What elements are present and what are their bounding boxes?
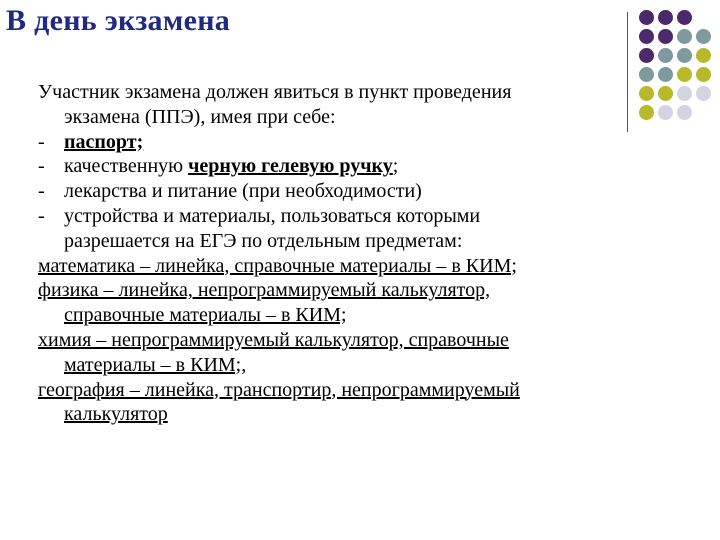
bullet-devices — [38, 204, 628, 254]
dot — [677, 86, 692, 101]
chemistry-text-b: материалы – в КИМ;, — [64, 353, 247, 376]
bullet-passport — [38, 130, 628, 155]
dot — [639, 10, 654, 25]
bullet-medicine — [38, 179, 628, 204]
dot — [639, 105, 654, 120]
dot — [696, 67, 711, 82]
pen-suffix: ; — [392, 155, 399, 178]
geography-text-b: калькулятор — [64, 403, 168, 426]
physics-text-a: физика – линейка, непрограммируемый — [38, 279, 377, 302]
dot — [696, 29, 711, 44]
bullet-marker: - — [38, 130, 45, 153]
subject-chemistry — [38, 328, 628, 378]
dot — [639, 67, 654, 82]
subject-physics — [38, 278, 628, 328]
slide-title: В день экзамена — [6, 4, 231, 37]
physics-text-b: калькулятор, — [376, 279, 491, 302]
physics-text-c: справочные материалы – в КИМ; — [64, 304, 347, 327]
dot — [696, 86, 711, 101]
pen-emphasis: черную гелевую ручку — [188, 155, 393, 178]
geography-text-a: география – линейка, транспортир, непрограммируемый — [38, 378, 520, 401]
dot — [677, 48, 692, 63]
dot — [639, 86, 654, 101]
dot — [677, 29, 692, 44]
dot — [658, 29, 673, 44]
pen-prefix: качественную — [64, 155, 189, 178]
dot — [639, 29, 654, 44]
dot — [658, 86, 673, 101]
bullet-marker: - — [38, 155, 45, 178]
dot — [658, 10, 673, 25]
devices-line-2: разрешается на ЕГЭ по отдельным предметам: — [64, 229, 463, 252]
passport-text: паспорт; — [64, 130, 144, 153]
subject-math — [38, 254, 628, 279]
dot — [639, 48, 654, 63]
math-text: математика – линейка, справочные материалы – в КИМ; — [38, 254, 517, 277]
dot — [658, 48, 673, 63]
dot — [696, 48, 711, 63]
intro-line-1: Участник экзамена должен явиться в пункт проведения — [38, 81, 512, 103]
slide-body — [38, 80, 628, 427]
devices-line-1: устройства и материалы, пользоваться которыми — [64, 204, 481, 227]
chemistry-text-a: химия – непрограммируемый калькулятор, справочные — [38, 328, 509, 351]
subject-geography — [38, 378, 628, 428]
dot — [677, 105, 692, 120]
bullet-pen — [38, 154, 628, 179]
bullet-marker: - — [38, 204, 45, 227]
intro-line-2: экзамена (ППЭ), имея при себе: — [64, 105, 336, 128]
medicine-text: лекарства и питание (при необходимости) — [64, 180, 422, 203]
bullet-marker: - — [38, 180, 45, 203]
dot — [658, 67, 673, 82]
intro-paragraph — [38, 80, 628, 130]
dot — [677, 10, 692, 25]
dot — [658, 105, 673, 120]
dot — [677, 67, 692, 82]
